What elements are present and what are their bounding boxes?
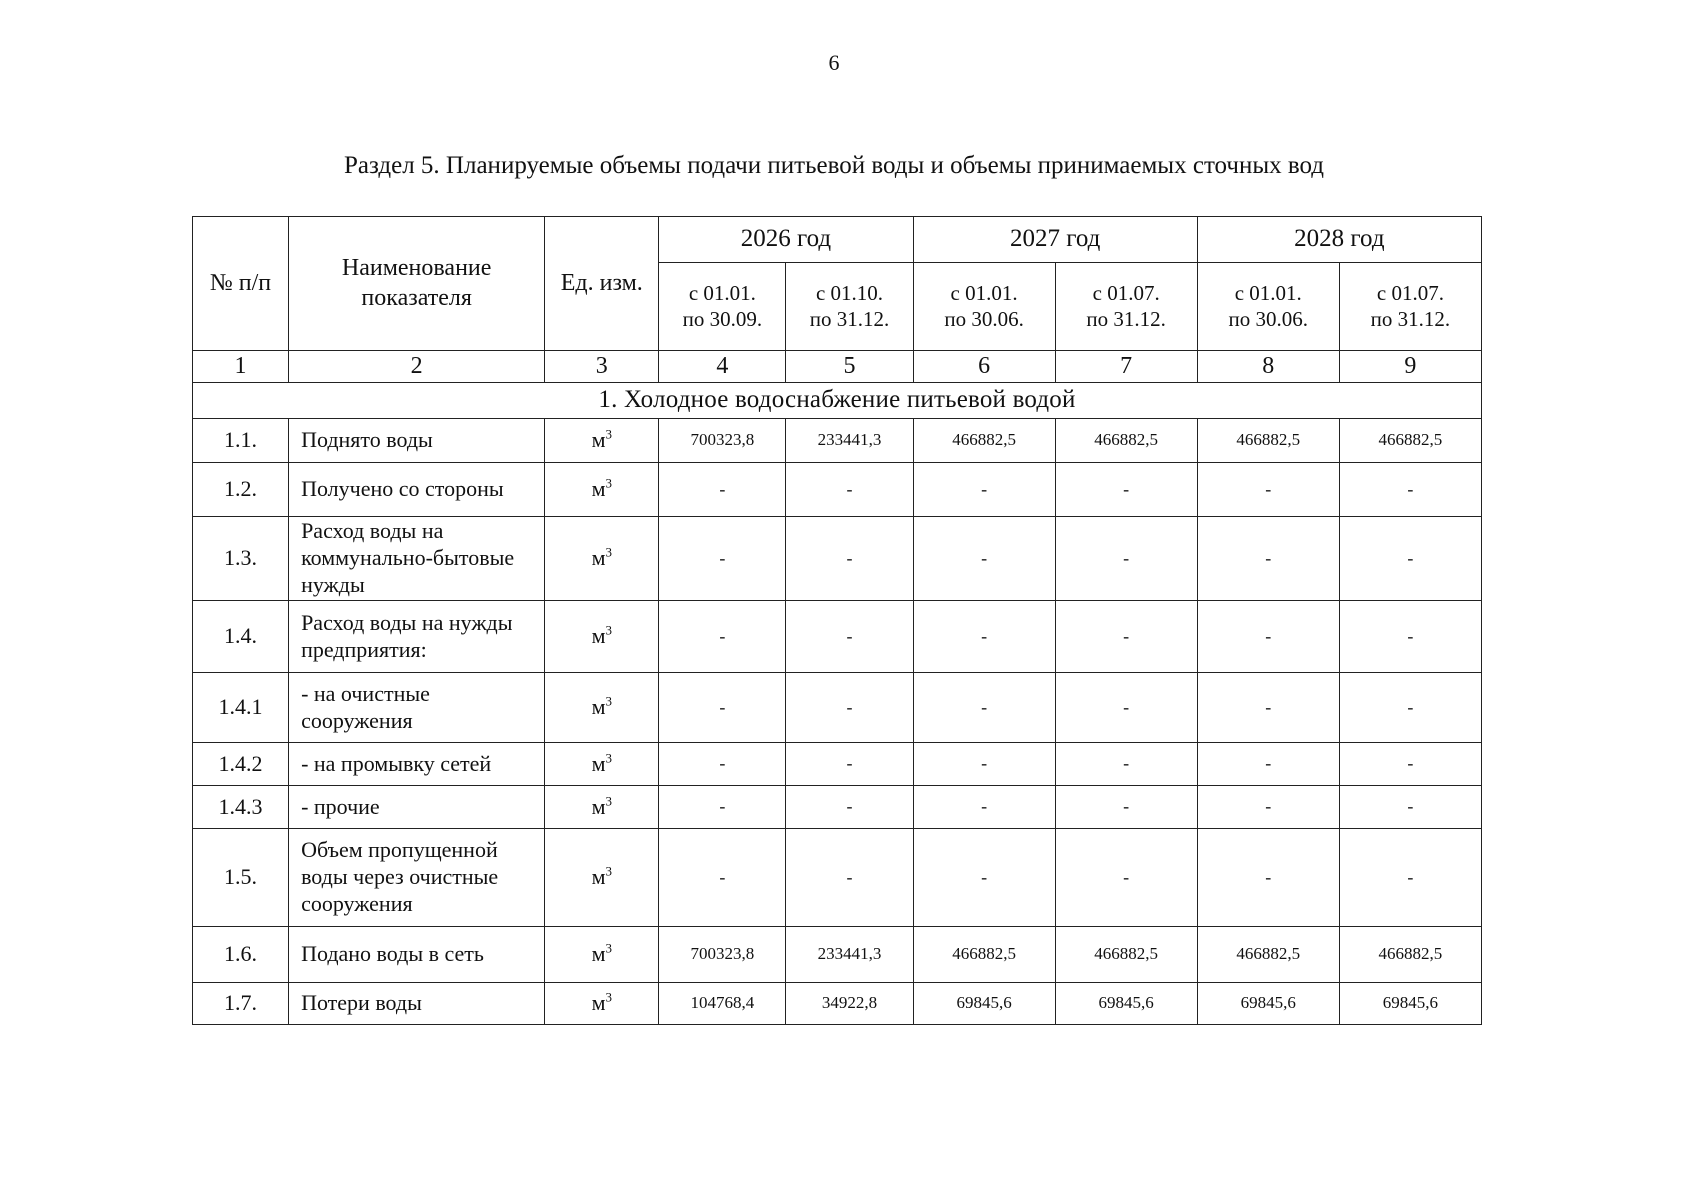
- row-value: -: [1055, 673, 1197, 743]
- row-value: -: [659, 786, 786, 829]
- table-row: [193, 786, 1482, 829]
- row-value: -: [1197, 786, 1339, 829]
- column-number: 8: [1197, 351, 1339, 383]
- column-number: 5: [786, 351, 913, 383]
- row-value: -: [913, 786, 1055, 829]
- table-row: [193, 517, 1482, 601]
- row-value: -: [1055, 743, 1197, 786]
- row-value: -: [1339, 517, 1481, 601]
- row-value: 233441,3: [786, 419, 913, 463]
- row-number: 1.4.1: [193, 673, 289, 743]
- row-value: -: [786, 673, 913, 743]
- row-value: -: [913, 601, 1055, 673]
- table-row: [193, 673, 1482, 743]
- row-number: 1.6.: [193, 927, 289, 983]
- table-row: [193, 463, 1482, 517]
- table-row: [193, 829, 1482, 927]
- header-year-2026: 2026 год: [659, 217, 913, 263]
- row-value: -: [659, 673, 786, 743]
- row-name: Расход воды на коммунально-бытовые нужды: [289, 517, 545, 601]
- section-title: Раздел 5. Планируемые объемы подачи питьевой воды и объемы принимаемых сточных вод: [343, 152, 1325, 179]
- row-value: -: [1339, 786, 1481, 829]
- row-value: -: [659, 463, 786, 517]
- row-unit: $м^3$: [545, 829, 659, 927]
- row-value: 466882,5: [1339, 419, 1481, 463]
- water-volumes-table: [192, 216, 1482, 1025]
- row-value: -: [1197, 673, 1339, 743]
- row-unit: $м^3$: [545, 463, 659, 517]
- row-name: Расход воды на нужды предприятия:: [289, 601, 545, 673]
- page-number: 6: [828, 50, 840, 75]
- row-value: 466882,5: [1197, 419, 1339, 463]
- header-num: № п/п: [193, 217, 289, 351]
- row-value: -: [786, 601, 913, 673]
- row-value: 466882,5: [1197, 927, 1339, 983]
- row-value: 466882,5: [1339, 927, 1481, 983]
- column-number: 3: [545, 351, 659, 383]
- row-value: -: [1197, 517, 1339, 601]
- row-value: -: [659, 517, 786, 601]
- table-row: [193, 419, 1482, 463]
- table-row: [193, 601, 1482, 673]
- row-value: -: [913, 517, 1055, 601]
- row-value: -: [1055, 786, 1197, 829]
- row-value: 700323,8: [659, 927, 786, 983]
- row-unit: $м^3$: [545, 517, 659, 601]
- row-value: -: [913, 673, 1055, 743]
- row-unit: $м^3$: [545, 786, 659, 829]
- header-year-2027: 2027 год: [913, 217, 1197, 263]
- row-number: 1.3.: [193, 517, 289, 601]
- row-unit: $м^3$: [545, 983, 659, 1025]
- row-value: -: [913, 829, 1055, 927]
- row-number: 1.2.: [193, 463, 289, 517]
- row-value: 466882,5: [1055, 419, 1197, 463]
- row-number: 1.7.: [193, 983, 289, 1025]
- row-value: -: [1055, 463, 1197, 517]
- row-name: Поднято воды: [289, 419, 545, 463]
- column-number: 6: [913, 351, 1055, 383]
- row-name: Объем пропущенной воды через очистные сооружения: [289, 829, 545, 927]
- row-name: Потери воды: [289, 983, 545, 1025]
- row-value: -: [659, 829, 786, 927]
- header-unit: Ед. изм.: [545, 217, 659, 351]
- row-unit: $м^3$: [545, 673, 659, 743]
- header-period: с 01.07. по 31.12.: [1055, 263, 1197, 351]
- row-value: -: [1197, 463, 1339, 517]
- column-number: 4: [659, 351, 786, 383]
- row-number: 1.4.2: [193, 743, 289, 786]
- row-value: -: [659, 743, 786, 786]
- row-value: 69845,6: [913, 983, 1055, 1025]
- row-value: 466882,5: [913, 419, 1055, 463]
- table-row: [193, 927, 1482, 983]
- row-number: 1.5.: [193, 829, 289, 927]
- row-name: - прочие: [289, 786, 545, 829]
- header-period: с 01.10. по 31.12.: [786, 263, 913, 351]
- row-value: -: [1339, 829, 1481, 927]
- row-value: -: [1197, 829, 1339, 927]
- row-unit: $м^3$: [545, 743, 659, 786]
- row-value: -: [786, 829, 913, 927]
- row-number: 1.1.: [193, 419, 289, 463]
- row-value: -: [1197, 743, 1339, 786]
- row-value: 233441,3: [786, 927, 913, 983]
- header-year-2028: 2028 год: [1197, 217, 1481, 263]
- row-value: -: [1339, 743, 1481, 786]
- column-number: 7: [1055, 351, 1197, 383]
- header-period: с 01.07. по 31.12.: [1339, 263, 1481, 351]
- header-period: с 01.01. по 30.06.: [913, 263, 1055, 351]
- row-value: -: [1055, 829, 1197, 927]
- row-value: -: [1339, 601, 1481, 673]
- row-value: -: [1339, 463, 1481, 517]
- table-row: [193, 983, 1482, 1025]
- row-value: -: [1197, 601, 1339, 673]
- row-value: 69845,6: [1339, 983, 1481, 1025]
- row-value: -: [659, 601, 786, 673]
- column-number: 9: [1339, 351, 1481, 383]
- row-name: - на промывку сетей: [289, 743, 545, 786]
- row-value: -: [1055, 517, 1197, 601]
- header-period: с 01.01. по 30.06.: [1197, 263, 1339, 351]
- column-number: 1: [193, 351, 289, 383]
- row-name: Подано воды в сеть: [289, 927, 545, 983]
- row-value: -: [913, 743, 1055, 786]
- row-value: 700323,8: [659, 419, 786, 463]
- row-number: 1.4.: [193, 601, 289, 673]
- row-unit: $м^3$: [545, 419, 659, 463]
- table-row: [193, 743, 1482, 786]
- row-name: Получено со стороны: [289, 463, 545, 517]
- row-value: -: [1055, 601, 1197, 673]
- row-value: 466882,5: [913, 927, 1055, 983]
- header-name: Наименование показателя: [289, 217, 545, 351]
- row-value: 69845,6: [1197, 983, 1339, 1025]
- column-numbers-row: [193, 351, 1482, 383]
- row-value: 466882,5: [1055, 927, 1197, 983]
- row-value: -: [1339, 673, 1481, 743]
- row-value: 34922,8: [786, 983, 913, 1025]
- row-value: -: [786, 743, 913, 786]
- row-unit: $м^3$: [545, 601, 659, 673]
- header-period: с 01.01. по 30.09.: [659, 263, 786, 351]
- row-unit: $м^3$: [545, 927, 659, 983]
- row-number: 1.4.3: [193, 786, 289, 829]
- section-heading: 1. Холодное водоснабжение питьевой водой: [193, 383, 1482, 419]
- row-value: -: [786, 463, 913, 517]
- row-value: 69845,6: [1055, 983, 1197, 1025]
- row-value: -: [786, 517, 913, 601]
- column-number: 2: [289, 351, 545, 383]
- row-value: 104768,4: [659, 983, 786, 1025]
- row-value: -: [786, 786, 913, 829]
- row-value: -: [913, 463, 1055, 517]
- row-name: - на очистные сооружения: [289, 673, 545, 743]
